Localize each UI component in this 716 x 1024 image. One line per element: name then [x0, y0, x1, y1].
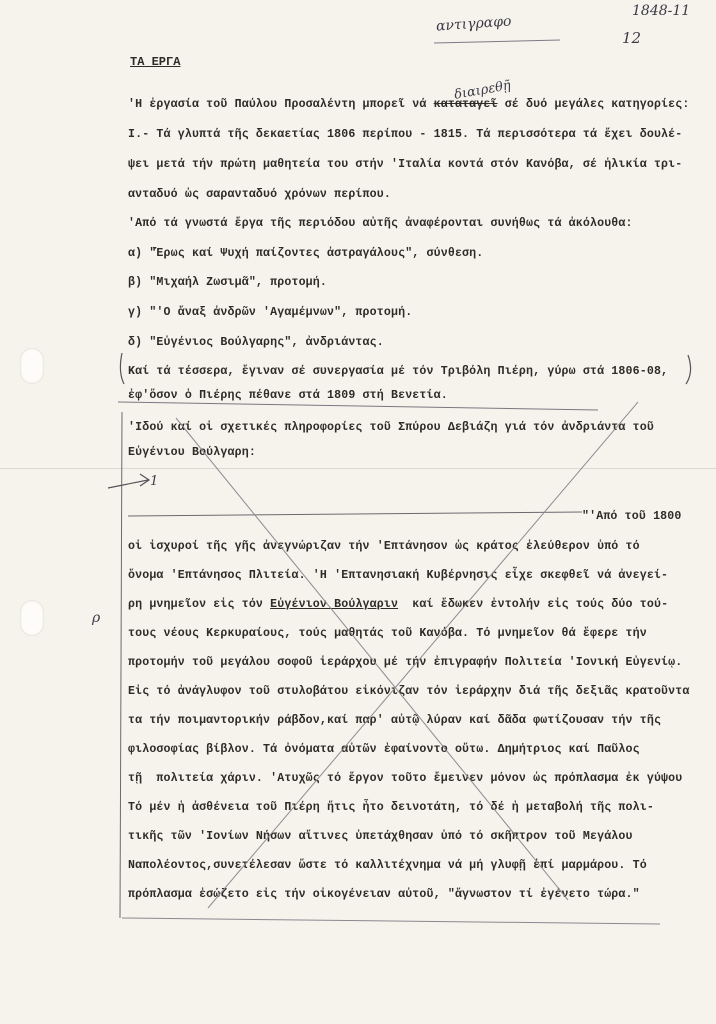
quote-line: Τό μέν ἡ ἀσθένεια τοῦ Πιέρη ἥτις ἦτο δεινοτάτη, τό δέ ἡ μεταβολή τῆς πολι- [128, 801, 654, 814]
quote-line: τικῆς τῶν 'Ιονίων Νήσων αἵτινες ὑπετάχθησαν ὑπό τό σκῆπτρον τοῦ Μεγάλου [128, 830, 633, 843]
separator-line [118, 402, 598, 410]
text-line: Καί τά τέσσερα, ἔγιναν σέ συνεργασία μέ τόν Τριβόλη Πιέρη, γύρω στά 1806-08, [128, 365, 669, 378]
margin-mark-note: ρ [92, 610, 101, 626]
quote-line: ὄνομα 'Επτάνησος Πλιτεία. 'Η 'Επτανησιακή Κυβέρνησις εἶχε σκεφθεῖ νά ἀνεγεί- [128, 569, 669, 582]
left-margin-line [120, 412, 122, 918]
list-item-c: γ) "'Ο ἄναξ ἀνδρῶν 'Αγαμέμνων", προτομή. [128, 306, 413, 319]
quote-line: τους νέους Κερκυραίους, τούς μαθητάς τοῦ Κανόβα. Τό μνημεῖον θά ἔφερε τήν [128, 627, 647, 640]
struck-word: καταταγεῖ [433, 98, 498, 111]
quote-line: Ναπολέοντος,συνετέλεσαν ὥστε τό καλλιτέχνημα νά μή γλυφῇ ἐπί μαρμάρου. Τό [128, 859, 647, 872]
quote-line: οἱ ἰσχυροί τῆς γῆς ἀνεγνώριζαν τήν 'Επτάνησον ὡς κράτος ἐλεύθερον ὑπό τό [128, 540, 640, 553]
archive-word-note: αντιγραφο [435, 13, 512, 35]
quote-line: Εἰς τό ἀνάγλυφον τοῦ στυλοβάτου εἰκόνιζαν τόν ἱεράρχην διά τῆς δεξιᾶς κρατοῦντα [128, 685, 690, 698]
quote-line-suffix: καί ἔδωκεν ἐντολήν εἰς τούς δύο τού- [398, 598, 669, 611]
quote-line: πρόπλασμα ἐσώζετο εἰς τήν οἰκογένειαν αὐτοῦ, "ἄγνωστον τί ἐγένετο τώρα." [128, 888, 640, 901]
text-line-1-prefix: 'Η ἐργασία τοῦ Παύλου Προσαλέντη μπορεῖ νά [128, 98, 434, 111]
bottom-bracket-line [122, 918, 660, 924]
left-bracket-mark [120, 353, 124, 384]
page-number-note: 12 [622, 29, 642, 47]
text-line: 'Από τά γνωστά ἔργα τῆς περιόδου αὐτῆς ἀναφέρονται συνήθως τά ἀκόλουθα: [128, 217, 633, 230]
opening-guide-line [128, 512, 582, 516]
arrow-label-note: 1 [150, 474, 159, 489]
text-line: Εὐγένιου Βούλγαρη: [128, 446, 256, 459]
quote-line: τῇ πολιτεία χάριν. 'Ατυχῶς τό ἔργον τοῦτο ἔμεινεν μόνον ὡς πρόπλασμα ἐκ γύψου [128, 772, 683, 785]
text-line: ανταδυό ὡς σαρανταδυό χρόνων περίπου. [128, 188, 391, 201]
archive-number-note: 1848-11 [632, 3, 691, 19]
text-line: 'Ιδού καί οἱ σχετικές πληροφορίες τοῦ Σπύρου Δεβιάζη γιά τόν ἀνδριάντα τοῦ [128, 421, 654, 434]
cross-out-line-2 [208, 402, 638, 908]
quote-line: φιλοσοφίας βίβλον. Τά ὀνόματα αὐτῶν ἐφαίνοντο οὕτω. Δημήτριος καί Παῦλος [128, 743, 640, 756]
quote-line: προτομήν τοῦ μεγάλου σοφοῦ ἱεράρχου μέ τήν ἐπιγραφήν Πολιτεία 'Ιονική Εὐγενίῳ. [128, 656, 683, 669]
list-item-d: δ) "Εὐγένιος Βούλγαρης", ἀνδριάντας. [128, 336, 384, 349]
underlined-name: Εὐγένιον Βούλγαριν [270, 598, 399, 611]
archive-word-underline [434, 40, 560, 43]
text-line: ψει μετά τήν πρώτη μαθητεία του στήν 'Ιταλία κοντά στόν Κανόβα, σέ ἡλικία τρι- [128, 158, 683, 171]
section-heading: ΤΑ ΕΡΓΑ [130, 55, 181, 69]
right-bracket-mark [686, 355, 691, 384]
quote-opening: "'Από τοῦ 1800 [582, 510, 682, 523]
quote-line: τα τήν ποιμαντορικήν ράβδον,καί παρ' αὐτῷ λύραν καί δᾶδα φωτίζουσαν τήν τῆς [128, 714, 662, 727]
list-item-a: α) "Ἔρως καί Ψυχή παίζοντες ἀστραγάλους", σύνθεση. [128, 247, 484, 260]
cross-out-line-1 [176, 418, 568, 900]
text-line: ἐφ'ὅσον ὁ Πιέρης πέθανε στά 1809 στή Βενετία. [128, 389, 448, 402]
text-line-1-suffix: σέ δυό μεγάλες κατηγορίες: [497, 98, 690, 111]
quote-line-prefix: ρη μνημεῖον εἰς τόν [128, 598, 271, 611]
text-line: Ι.- Τά γλυπτά τῆς δεκαετίας 1806 περίπου - 1815. Τά περισσότερα τά ἔχει δουλέ- [128, 128, 683, 141]
list-item-b: β) "Μιχαήλ Ζωσιμᾶ", προτομή. [128, 276, 328, 289]
inserted-word-note: διαιρεθῇ [453, 78, 512, 103]
